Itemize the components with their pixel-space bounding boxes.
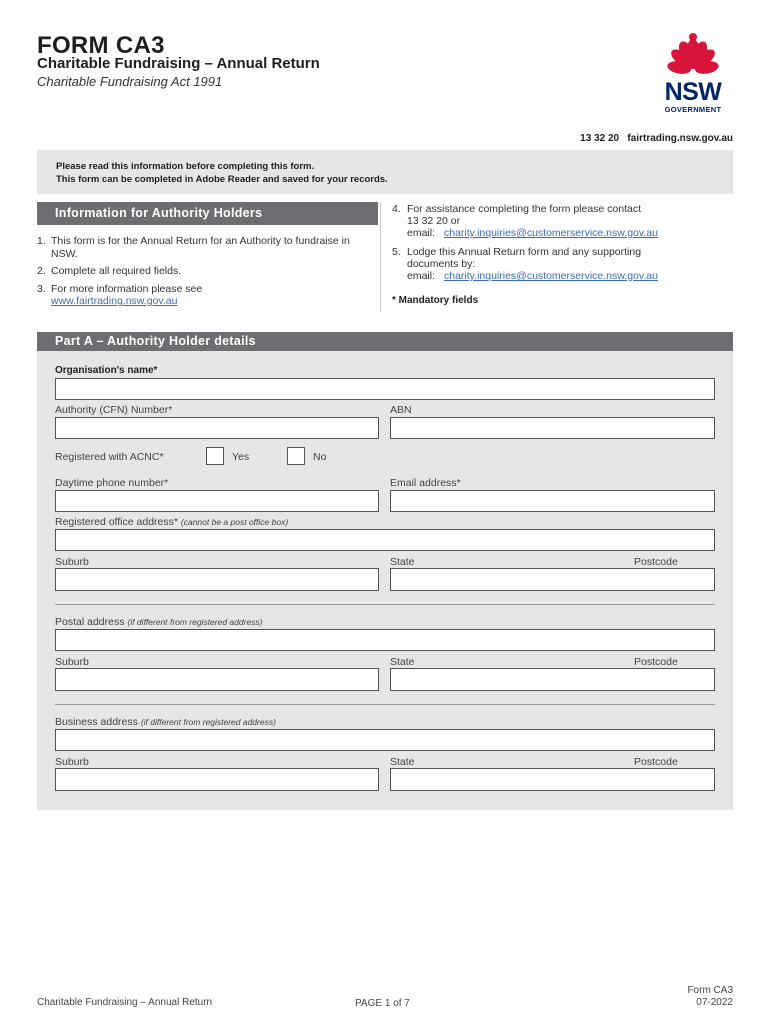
reg-state-postcode-input[interactable] [390,568,715,591]
postal-suburb-input[interactable] [55,668,379,691]
postal-label [55,616,263,628]
section-divider [55,704,715,705]
list-text: Complete all required fields. [51,265,182,277]
reg-office-label-text: Registered office address* [55,516,178,528]
state-label: State [390,756,415,768]
business-note: (if different from registered address) [140,717,276,727]
page-number: PAGE 1 of 7 [355,998,410,1009]
nsw-government-logo [652,30,734,120]
business-address-input[interactable] [55,729,715,751]
contact-line: 13 32 20 fairtrading.nsw.gov.au [580,133,733,144]
form-subtitle: Charitable Fundraising – Annual Return [37,55,320,72]
section-divider [55,604,715,605]
footer-date: 07-2022 [696,997,733,1008]
logo-nsw-text: NSW [664,78,722,106]
acnc-label: Registered with ACNC* [55,451,164,463]
acnc-no-label: No [313,451,327,463]
list-text: For assistance completing the form please contact [407,203,642,215]
authority-number-label: Authority (CFN) Number* [55,404,173,416]
list-number: 1. [37,235,46,247]
footer-title: Charitable Fundraising – Annual Return [37,997,213,1008]
list-text: email: [407,227,438,239]
list-number: 3. [37,283,46,295]
abn-input[interactable] [390,417,715,439]
notice-line-2: This form can be completed in Adobe Reader and saved for your records. [56,174,388,185]
notice-box [37,150,733,194]
reg-office-input[interactable] [55,529,715,551]
list-text: email: [407,270,438,282]
reg-office-note: (cannot be a post office box) [180,517,289,527]
business-label [55,716,276,728]
postal-state-postcode-input[interactable] [390,668,715,691]
postcode-label: Postcode [634,556,678,568]
list-text: documents by: [407,258,476,270]
business-suburb-input[interactable] [55,768,379,791]
list-text: 13 32 20 or [407,215,461,227]
list-number: 5. [392,246,401,258]
form-code-title: FORM CA3 [37,32,165,59]
list-number: 2. [37,265,46,277]
email-link[interactable]: charity.inquiries@customerservice.nsw.gov.au [444,270,658,282]
notice-line-1: Please read this information before completing this form. [56,161,315,172]
column-divider [380,202,381,312]
abn-label: ABN [390,404,412,416]
reg-office-label [55,516,288,528]
info-heading-bar [37,202,378,225]
email-input[interactable] [390,490,715,512]
list-text: This form is for the Annual Return for an Authority to fundraise in NSW. [51,235,350,260]
org-name-input[interactable] [55,378,715,400]
act-reference: Charitable Fundraising Act 1991 [37,74,223,89]
postcode-label: Postcode [634,756,678,768]
list-number: 4. [392,203,401,215]
suburb-label: Suburb [55,656,89,668]
postal-address-input[interactable] [55,629,715,651]
suburb-label: Suburb [55,556,89,568]
list-text: For more information please see [51,283,203,295]
fairtrading-link[interactable]: www.fairtrading.nsw.gov.au [51,295,178,307]
org-name-label: Organisation's name* [55,365,158,376]
footer-form-code: Form CA3 [687,985,733,996]
postcode-label: Postcode [634,656,678,668]
phone-input[interactable] [55,490,379,512]
phone-label: Daytime phone number* [55,477,169,489]
postal-label-text: Postal address [55,616,125,628]
list-text: Lodge this Annual Return form and any supporting [407,246,642,258]
postal-note: (if different from registered address) [127,617,263,627]
email-label: Email address* [390,477,461,489]
acnc-no-checkbox[interactable] [287,447,305,465]
email-link[interactable]: charity.inquiries@customerservice.nsw.gov.au [444,227,658,239]
reg-suburb-input[interactable] [55,568,379,591]
logo-government-text: GOVERNMENT [664,105,722,114]
state-label: State [390,656,415,668]
acnc-yes-checkbox[interactable] [206,447,224,465]
mandatory-fields-note: * Mandatory fields [392,295,479,306]
acnc-yes-label: Yes [232,451,250,463]
part-a-heading-bar [37,332,733,351]
state-label: State [390,556,415,568]
info-heading: Information for Authority Holders [55,206,263,220]
business-state-postcode-input[interactable] [390,768,715,791]
waratah-icon [652,30,734,80]
business-label-text: Business address [55,716,138,728]
part-a-heading: Part A – Authority Holder details [55,334,256,348]
authority-number-input[interactable] [55,417,379,439]
suburb-label: Suburb [55,756,89,768]
